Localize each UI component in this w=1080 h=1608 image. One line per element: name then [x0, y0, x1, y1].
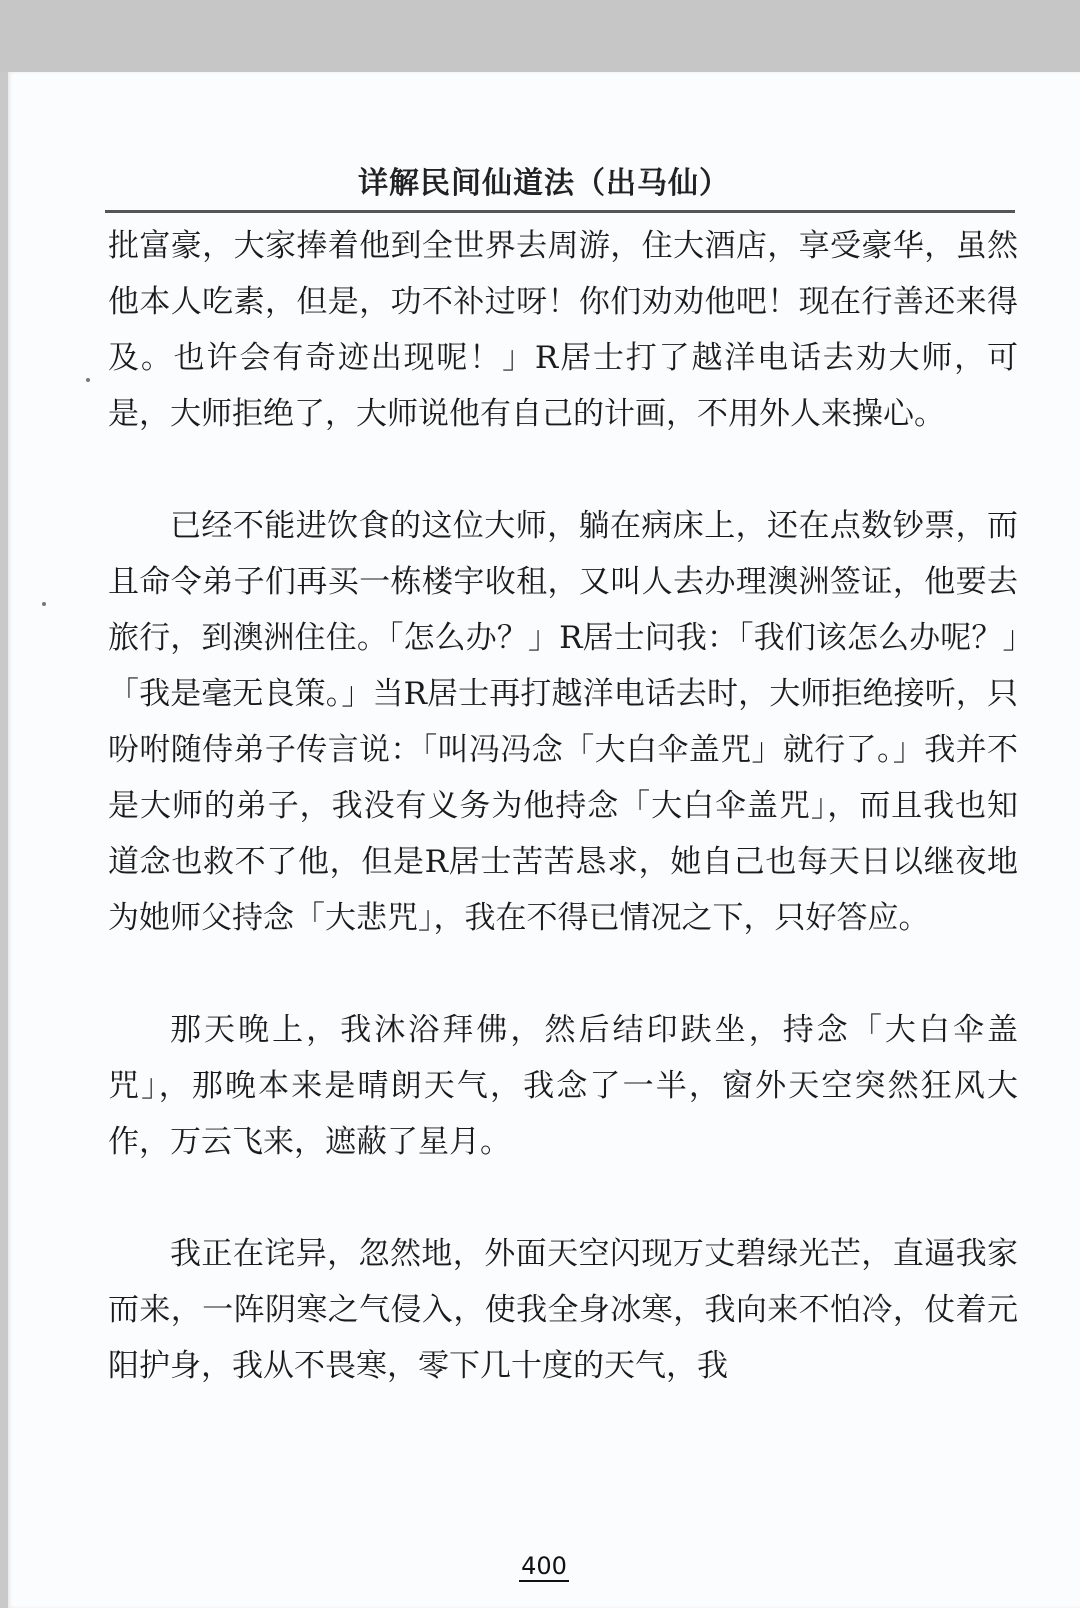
- header-rule: [105, 210, 1015, 213]
- book-page: [8, 72, 1080, 1608]
- paragraph-2: 已经不能进饮食的这位大师，躺在病床上，还在点数钞票，而且命令弟子们再买一栋楼宇收租，又叫人去办理澳洲签证，他要去旅行，到澳洲住住。「怎么办？」R居士问我：「我们该怎么办呢？」「我是毫无良策。」当R居士再打越洋电话去时，大师拒绝接听，只吩咐随侍弟子传言说：「叫冯冯念「大白伞盖咒」就行了。」我并不是大师的弟子，我没有义务为他持念「大白伞盖咒」，而且我也知道念也救不了他，但是R居士苦苦恳求，她自己也每天日以继夜地为她师父持念「大悲咒」，我在不得已情况之下，只好答应。: [108, 508, 1018, 936]
- scan-speck: [42, 602, 46, 606]
- body-text: [108, 218, 1018, 1450]
- paragraph-4: 我正在诧异，忽然地，外面天空闪现万丈碧绿光芒，直逼我家而来，一阵阴寒之气侵入，使我全身冰寒，我向来不怕冷，仗着元阳护身，我从不畏寒，零下几十度的天气，我: [108, 1236, 1018, 1384]
- paragraph-3: 那天晚上，我沐浴拜佛，然后结印趺坐，持念「大白伞盖咒」，那晚本来是晴朗天气，我念了一半，窗外天空突然狂风大作，万云飞来，遮蔽了星月。: [108, 1012, 1018, 1160]
- page-number: 400: [521, 1552, 567, 1580]
- scan-background: [0, 0, 1080, 72]
- page-footer: [8, 1552, 1080, 1580]
- paragraph-1: 批富豪，大家捧着他到全世界去周游，住大酒店，享受豪华，虽然他本人吃素，但是，功不补过呀！你们劝劝他吧！现在行善还来得及。也许会有奇迹出现呢！」R居士打了越洋电话去劝大师，可是，大师拒绝了，大师说他有自己的计画，不用外人来操心。: [108, 228, 1018, 432]
- running-header: 详解民间仙道法（出马仙）: [358, 166, 730, 201]
- scan-speck: [86, 378, 90, 382]
